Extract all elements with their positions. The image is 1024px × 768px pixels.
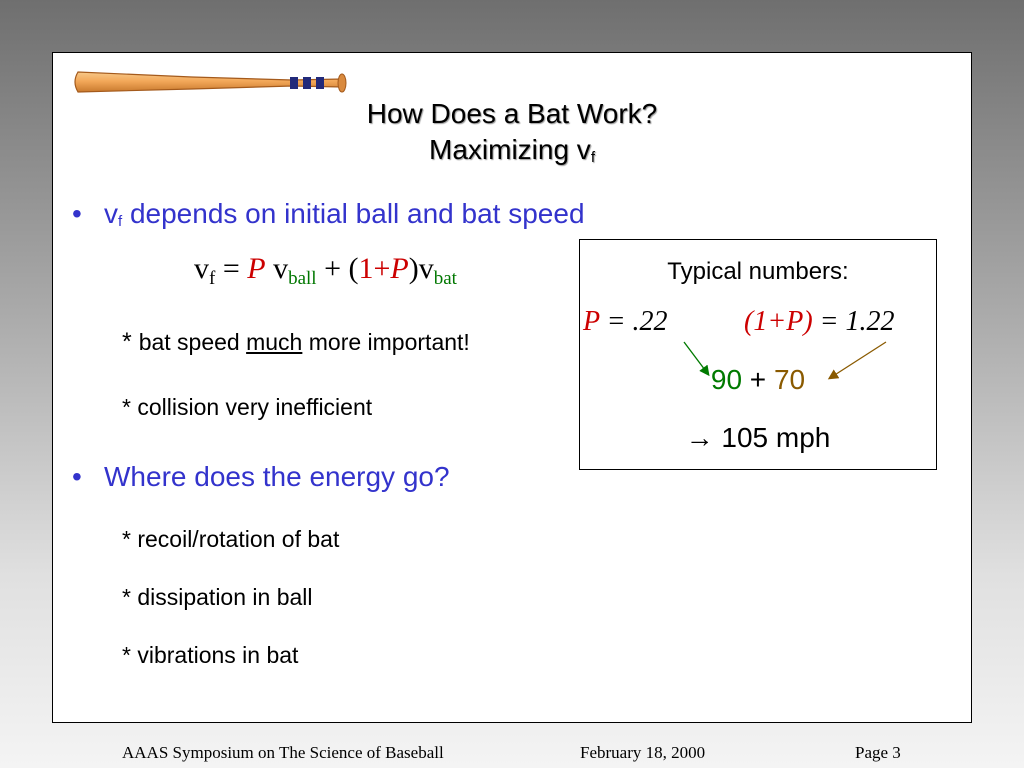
note-dissipation-text: * dissipation in ball (122, 584, 313, 610)
eq-one-plus: 1+ (358, 252, 391, 285)
note-recoil (122, 526, 339, 553)
formula-paren-open: (1+ (744, 306, 787, 337)
note-post: more important! (302, 329, 470, 355)
note-underlined: much (246, 329, 303, 355)
formula-paren-close: ) (803, 306, 813, 337)
note-dissipation (122, 584, 313, 611)
formula-p-symbol-2: P (786, 306, 804, 337)
eq-p-symbol: P (247, 252, 266, 285)
eq-ball-sub: ball (288, 268, 317, 289)
title-line-1: How Does a Bat Work? (366, 98, 658, 129)
bullet1-text: depends on initial ball and bat speed (122, 198, 585, 229)
note-recoil-text: * recoil/rotation of bat (122, 526, 340, 552)
eq-plus: + ( (316, 252, 359, 285)
typical-numbers-box (579, 239, 937, 470)
bullet-initial-speed (72, 198, 585, 238)
note-collision-text: * collision very inefficient (122, 394, 373, 420)
velocity-equation (194, 252, 457, 290)
eq-p-symbol-2: P (390, 252, 409, 285)
title-line-2-subscript: f (590, 149, 595, 166)
eq-vf-sub: f (209, 268, 216, 289)
typical-sum (580, 364, 936, 396)
title-line-2: Maximizing v (429, 134, 591, 165)
note-bat-speed (122, 328, 470, 357)
sum-plus: + (742, 364, 774, 395)
eq-bat-sub: bat (433, 268, 457, 289)
note-collision (122, 394, 372, 421)
footer-date: February 18, 2000 (580, 743, 706, 762)
slide-title (0, 97, 1024, 131)
bullet2-text: Where does the energy go? (104, 461, 450, 492)
note-vibrations (122, 642, 298, 669)
formula-p-value: = .22 (599, 306, 668, 337)
typical-numbers-header: Typical numbers: (667, 258, 849, 285)
note-pre: bat speed (138, 329, 247, 355)
sum-70: 70 (773, 364, 806, 395)
sum-90: 90 (710, 364, 743, 395)
eq-v-ball: v (265, 252, 289, 285)
bullet-dot: • (72, 461, 82, 492)
formula-value-2: = 1.22 (812, 306, 895, 337)
note-star: * (122, 328, 139, 356)
eq-vf: v (194, 252, 209, 285)
bullet-dot: • (72, 198, 82, 229)
eq-equals: = (215, 252, 248, 285)
eq-close-v: )v (408, 252, 434, 285)
bullet1-v: v (104, 198, 118, 229)
footer-event: AAAS Symposium on The Science of Baseball (122, 743, 444, 762)
bullet1-subscript: f (118, 213, 123, 230)
typical-result: → 105 mph (685, 422, 831, 453)
slide-subtitle (0, 133, 1024, 175)
note-vibrations-text: * vibrations in bat (122, 642, 299, 668)
formula-p-symbol: P (583, 306, 600, 337)
footer-page-number: Page 3 (855, 743, 901, 762)
bullet-energy (72, 461, 450, 493)
